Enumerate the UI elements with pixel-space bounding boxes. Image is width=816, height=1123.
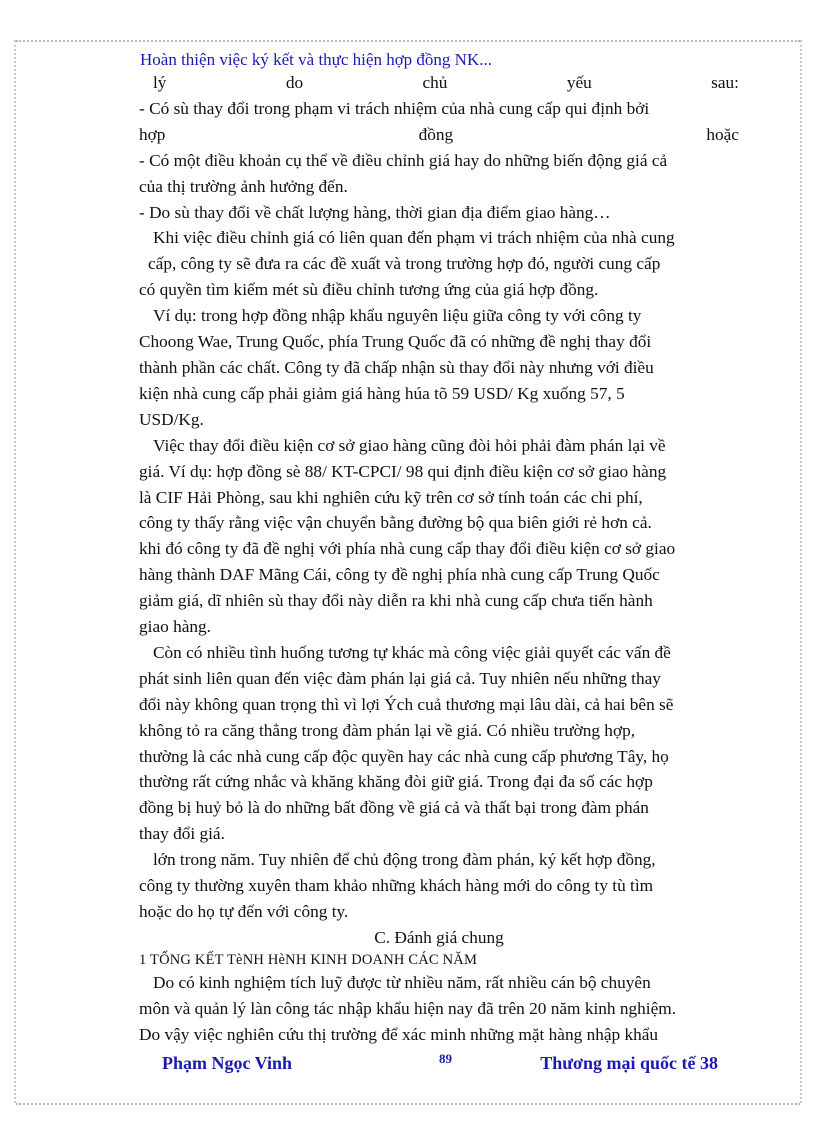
subsection-heading: 1 TỔNG KẾT TèNH HèNH KINH DOANH CÁC NĂM [139, 951, 478, 968]
text-line: thường là các nhà cung cấp độc quyền hay các nhà cung cấp phương Tây, họ [139, 746, 669, 766]
text-line: Choong Wae, Trung Quốc, phía Trung Quốc đã có những đề nghị thay đổi [139, 332, 652, 352]
text-line: USD/Kg. [139, 409, 204, 429]
page-border-bottom [16, 1103, 800, 1105]
text-line: không tỏ ra căng thẳng trong đàm phán lại về giá. Có nhiều trường hợp, [139, 720, 636, 740]
text-line: giảm giá, dĩ nhiên sù thay đổi này diễn ra khi nhà cung cấp chưa tiến hành [139, 591, 653, 611]
paragraph-first-line: Còn có nhiều tình huống tương tự khác mà công việc giải quyết các vấn đề [153, 642, 671, 662]
justified-line [139, 70, 739, 96]
text-line: là CIF Hải Phòng, sau khi nghiên cứu kỹ trên cơ sở tính toán các chi phí, [139, 487, 643, 507]
word: sau: [711, 73, 739, 92]
page-border-right [800, 40, 802, 1103]
justified-line [139, 122, 739, 148]
paragraph-first-line: Do có kinh nghiệm tích luỹ được từ nhiều năm, rất nhiều cán bộ chuyên [153, 972, 651, 992]
word: chủ [422, 73, 448, 92]
text-line: công ty thấy rằng việc vận chuyển bằng đường bộ qua biên giới rẻ hơn cả. [139, 513, 652, 533]
word: yếu [566, 73, 592, 92]
text-line: hàng thành DAF Mãng Cái, công ty đề nghị phía nhà cung cấp Trung Quốc [139, 565, 660, 585]
page-border-left [14, 40, 16, 1103]
text-line: của thị trường ảnh hưởng đến. [139, 176, 348, 196]
paragraph-first-line: Ví dụ: trong hợp đồng nhập khẩu nguyên liệu giữa công ty với công ty [153, 306, 642, 326]
text-line: giao hàng. [139, 617, 211, 637]
text-line: thường rất cứng nhắc và khăng khăng đòi giữ giá. Trong đại đa số các hợp [139, 772, 653, 792]
text-line: công ty thường xuyên tham khảo những khách hàng mới do công ty tù tìm [139, 876, 654, 896]
paragraph-first-line: lớn trong năm. Tuy nhiên để chủ động trong đàm phán, ký kết hợp đồng, [153, 850, 656, 870]
paragraph-first-line: Việc thay đổi điều kiện cơ sở giao hàng cũng đòi hỏi phải đàm phán lại về [153, 435, 666, 455]
word: đồng [418, 124, 454, 144]
text-line: phát sinh liên quan đến việc đàm phán lại giá cả. Tuy nhiên nếu những thay [139, 668, 661, 688]
word: hợp [139, 124, 166, 144]
text-line: cấp, công ty sẽ đưa ra các đề xuất và trong trường hợp đó, người cung cấp [148, 254, 661, 274]
text-line: đổi này không quan trọng thì vì lợi Ých cuả thương mại lâu dài, cả hai bên sẽ [139, 694, 674, 714]
text-line: thành phần các chất. Công ty đã chấp nhận sù thay đổi này nhưng với điều [139, 357, 654, 377]
text-line: khi đó công ty đã đề nghị với phía nhà cung cấp thay đổi điều kiện cơ sở giao [139, 539, 676, 559]
paragraph-first-line: Khi việc điều chỉnh giá có liên quan đến phạm vi trách nhiệm của nhà cung [153, 228, 675, 248]
text-line: kiện nhà cung cấp phải giảm giá hàng húa tõ 59 USD/ Kg xuống 57, 5 [139, 383, 625, 403]
page-number: 89 [439, 1051, 452, 1066]
word: lý [153, 73, 167, 92]
text-line: môn và quản lý làn công tác nhập khẩu hiện nay đã trên 20 năm kinh nghiệm. [139, 998, 677, 1018]
footer-course: Thương mại quốc tế 38 [540, 1053, 718, 1073]
footer-author: Phạm Ngọc Vinh [162, 1053, 293, 1073]
text-line: Do vậy việc nghiên cứu thị trường để xác minh những mặt hàng nhập khẩu [139, 1024, 659, 1044]
text-line: giá. Ví dụ: hợp đồng sè 88/ KT-CPCI/ 98 qui định điều kiện cơ sở giao hàng [139, 461, 667, 481]
text-line: có quyền tìm kiếm mét sù điều chỉnh tương ứng của giá hợp đồng. [139, 280, 599, 300]
page-border-top [16, 40, 800, 42]
running-header: Hoàn thiện việc ký kết và thực hiện hợp đồng NK... [140, 50, 492, 69]
text-line: - Do sù thay đổi về chất lượng hàng, thời gian địa điểm giao hàng… [139, 202, 611, 222]
word: hoặc [706, 124, 739, 144]
text-line: hoặc do họ tự đến với công ty. [139, 902, 349, 921]
text-line: thay đổi giá. [139, 824, 225, 844]
word: do [285, 73, 304, 92]
text-line: - Có một điều khoản cụ thể về điều chỉnh giá hay do những biến động giá cả [139, 150, 668, 170]
section-heading: C. Đánh giá chung [374, 927, 504, 947]
page-footer [0, 1053, 816, 1081]
document-body [139, 70, 739, 1048]
text-line: đồng bị huỷ bỏ là do những bất đồng về giá cả và thất bại trong đàm phán [139, 798, 649, 818]
text-line: - Có sù thay đổi trong phạm vi trách nhiệm của nhà cung cấp qui định bởi [139, 98, 650, 118]
